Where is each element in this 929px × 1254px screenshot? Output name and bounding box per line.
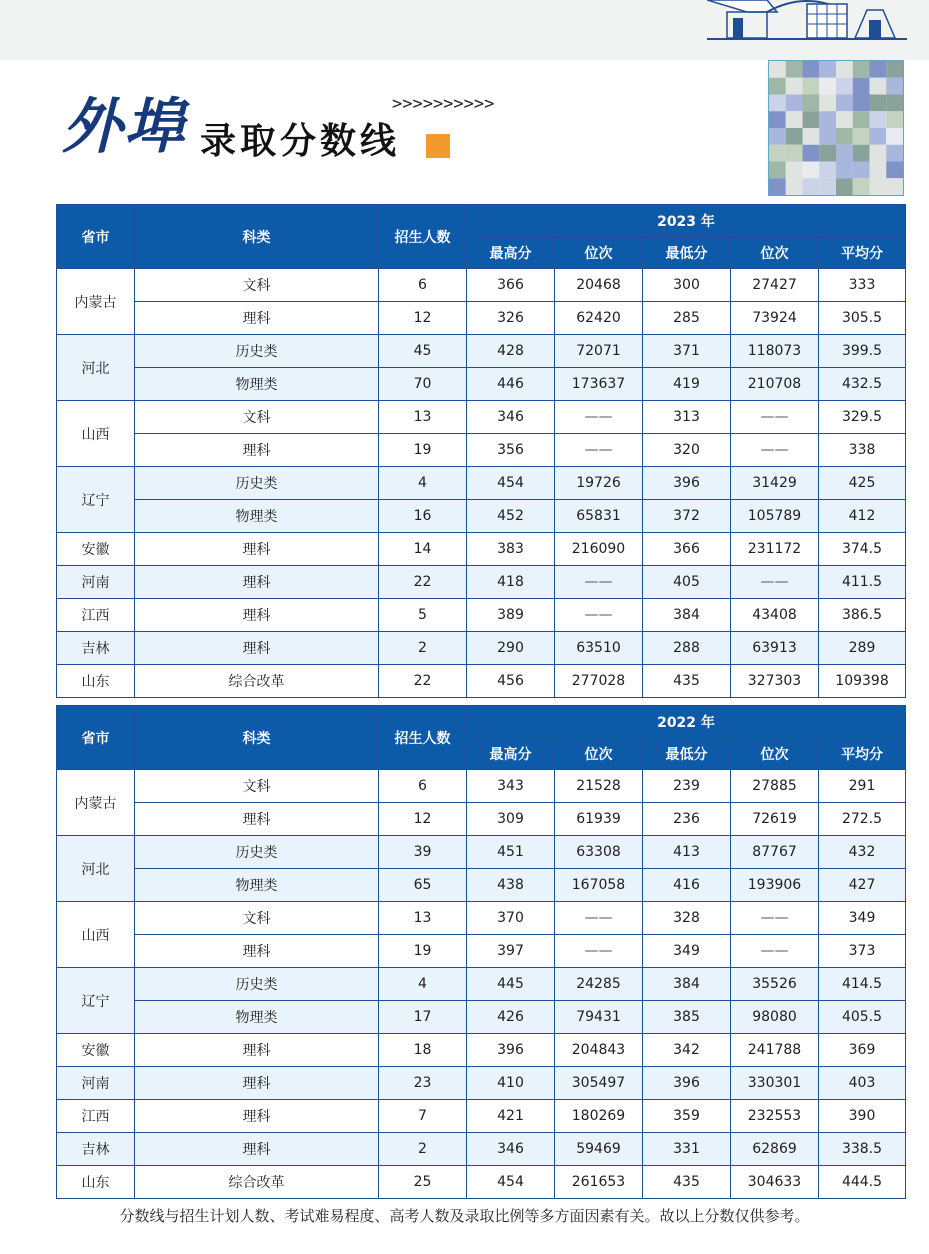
category-cell: 历史类 — [135, 968, 379, 1001]
value-cell: 333 — [819, 269, 906, 302]
orange-square-icon — [426, 134, 450, 158]
header-year: 2023 年 — [467, 205, 906, 237]
value-cell: 403 — [819, 1067, 906, 1100]
value-cell: 356 — [467, 434, 555, 467]
value-cell: 346 — [467, 401, 555, 434]
value-cell: 24285 — [555, 968, 643, 1001]
table-row — [57, 401, 906, 434]
value-cell: 210708 — [731, 368, 819, 401]
table-row — [57, 467, 906, 500]
value-cell: 435 — [643, 665, 731, 698]
category-cell: 文科 — [135, 770, 379, 803]
enrollment-cell: 6 — [379, 770, 467, 803]
value-cell: —— — [731, 434, 819, 467]
value-cell: 343 — [467, 770, 555, 803]
province-cell: 内蒙古 — [57, 770, 135, 836]
value-cell: —— — [555, 566, 643, 599]
value-cell: 61939 — [555, 803, 643, 836]
value-cell: 405.5 — [819, 1001, 906, 1034]
category-cell: 理科 — [135, 434, 379, 467]
value-cell: 232553 — [731, 1100, 819, 1133]
value-cell: 369 — [819, 1034, 906, 1067]
header-col-0: 最高分 — [467, 237, 555, 269]
value-cell: 385 — [643, 1001, 731, 1034]
value-cell: 428 — [467, 335, 555, 368]
enrollment-cell: 2 — [379, 1133, 467, 1166]
value-cell: 63913 — [731, 632, 819, 665]
value-cell: 328 — [643, 902, 731, 935]
value-cell: 20468 — [555, 269, 643, 302]
table-row — [57, 269, 906, 302]
value-cell: 396 — [643, 467, 731, 500]
admission-table-2022 — [56, 705, 906, 1199]
value-cell: 63510 — [555, 632, 643, 665]
value-cell: 384 — [643, 968, 731, 1001]
value-cell: 446 — [467, 368, 555, 401]
value-cell: 21528 — [555, 770, 643, 803]
value-cell: —— — [731, 566, 819, 599]
category-cell: 历史类 — [135, 335, 379, 368]
value-cell: 87767 — [731, 836, 819, 869]
category-cell: 历史类 — [135, 467, 379, 500]
enrollment-cell: 13 — [379, 401, 467, 434]
table-row — [57, 836, 906, 869]
value-cell: 390 — [819, 1100, 906, 1133]
category-cell: 理科 — [135, 935, 379, 968]
value-cell: 43408 — [731, 599, 819, 632]
value-cell: 426 — [467, 1001, 555, 1034]
enrollment-cell: 17 — [379, 1001, 467, 1034]
value-cell: 427 — [819, 869, 906, 902]
value-cell: 290 — [467, 632, 555, 665]
value-cell: 98080 — [731, 1001, 819, 1034]
value-cell: 421 — [467, 1100, 555, 1133]
header-col-4: 平均分 — [819, 237, 906, 269]
table-row — [57, 1001, 906, 1034]
table-row — [57, 566, 906, 599]
value-cell: 239 — [643, 770, 731, 803]
category-cell: 理科 — [135, 1133, 379, 1166]
province-cell: 安徽 — [57, 533, 135, 566]
enrollment-cell: 12 — [379, 302, 467, 335]
table-row — [57, 968, 906, 1001]
value-cell: 63308 — [555, 836, 643, 869]
value-cell: 309 — [467, 803, 555, 836]
value-cell: 285 — [643, 302, 731, 335]
table-row — [57, 902, 906, 935]
value-cell: 399.5 — [819, 335, 906, 368]
value-cell: 27885 — [731, 770, 819, 803]
value-cell: 419 — [643, 368, 731, 401]
category-cell: 文科 — [135, 902, 379, 935]
province-cell: 辽宁 — [57, 467, 135, 533]
category-cell: 理科 — [135, 803, 379, 836]
value-cell: 452 — [467, 500, 555, 533]
value-cell: 72619 — [731, 803, 819, 836]
province-cell: 安徽 — [57, 1034, 135, 1067]
enrollment-cell: 65 — [379, 869, 467, 902]
value-cell: 432 — [819, 836, 906, 869]
value-cell: 372 — [643, 500, 731, 533]
value-cell: 31429 — [731, 467, 819, 500]
value-cell: 118073 — [731, 335, 819, 368]
category-cell: 文科 — [135, 401, 379, 434]
value-cell: 305497 — [555, 1067, 643, 1100]
header-col-1: 位次 — [555, 738, 643, 770]
value-cell: 438 — [467, 869, 555, 902]
value-cell: 27427 — [731, 269, 819, 302]
value-cell: 412 — [819, 500, 906, 533]
table-row — [57, 935, 906, 968]
table-row — [57, 1034, 906, 1067]
value-cell: 366 — [643, 533, 731, 566]
enrollment-cell: 23 — [379, 1067, 467, 1100]
value-cell: 329.5 — [819, 401, 906, 434]
category-cell: 理科 — [135, 566, 379, 599]
enrollment-cell: 4 — [379, 968, 467, 1001]
value-cell: —— — [731, 401, 819, 434]
value-cell: 320 — [643, 434, 731, 467]
province-cell: 河北 — [57, 836, 135, 902]
value-cell: 291 — [819, 770, 906, 803]
value-cell: 411.5 — [819, 566, 906, 599]
header-col-3: 位次 — [731, 738, 819, 770]
category-cell: 综合改革 — [135, 665, 379, 698]
value-cell: 180269 — [555, 1100, 643, 1133]
enrollment-cell: 2 — [379, 632, 467, 665]
value-cell: 261653 — [555, 1166, 643, 1199]
category-cell: 物理类 — [135, 1001, 379, 1034]
value-cell: 216090 — [555, 533, 643, 566]
value-cell: 413 — [643, 836, 731, 869]
header-col-2: 最低分 — [643, 237, 731, 269]
table-row — [57, 302, 906, 335]
value-cell: —— — [731, 902, 819, 935]
table-row — [57, 1100, 906, 1133]
category-cell: 物理类 — [135, 368, 379, 401]
table-row — [57, 1133, 906, 1166]
header-row — [57, 205, 906, 237]
value-cell: 396 — [467, 1034, 555, 1067]
category-cell: 理科 — [135, 1067, 379, 1100]
value-cell: 72071 — [555, 335, 643, 368]
enrollment-cell: 12 — [379, 803, 467, 836]
province-cell: 内蒙古 — [57, 269, 135, 335]
value-cell: 456 — [467, 665, 555, 698]
enrollment-cell: 70 — [379, 368, 467, 401]
category-cell: 理科 — [135, 1034, 379, 1067]
table-row — [57, 869, 906, 902]
province-cell: 山西 — [57, 401, 135, 467]
value-cell: 288 — [643, 632, 731, 665]
category-cell: 综合改革 — [135, 1166, 379, 1199]
value-cell: 370 — [467, 902, 555, 935]
value-cell: 396 — [643, 1067, 731, 1100]
value-cell: 231172 — [731, 533, 819, 566]
campus-building-illustration — [707, 0, 907, 42]
value-cell: 346 — [467, 1133, 555, 1166]
enrollment-cell: 4 — [379, 467, 467, 500]
enrollment-cell: 45 — [379, 335, 467, 368]
value-cell: 300 — [643, 269, 731, 302]
admission-table-2023 — [56, 204, 906, 698]
value-cell: 384 — [643, 599, 731, 632]
value-cell: 432.5 — [819, 368, 906, 401]
value-cell: 62869 — [731, 1133, 819, 1166]
enrollment-cell: 39 — [379, 836, 467, 869]
table-row — [57, 533, 906, 566]
table-row — [57, 803, 906, 836]
value-cell: 73924 — [731, 302, 819, 335]
category-cell: 物理类 — [135, 500, 379, 533]
enrollment-cell: 19 — [379, 434, 467, 467]
value-cell: 167058 — [555, 869, 643, 902]
value-cell: 397 — [467, 935, 555, 968]
value-cell: 193906 — [731, 869, 819, 902]
category-cell: 理科 — [135, 1100, 379, 1133]
value-cell: 327303 — [731, 665, 819, 698]
header-enrollment: 招生人数 — [379, 706, 467, 770]
footnote: 分数线与招生计划人数、考试难易程度、高考人数及录取比例等多方面因素有关。故以上分数仅供参考。 — [119, 1207, 810, 1225]
value-cell: 425 — [819, 467, 906, 500]
province-cell: 河北 — [57, 335, 135, 401]
value-cell: —— — [555, 434, 643, 467]
table-row — [57, 632, 906, 665]
province-cell: 江西 — [57, 599, 135, 632]
value-cell: —— — [555, 935, 643, 968]
enrollment-cell: 18 — [379, 1034, 467, 1067]
table-row — [57, 1166, 906, 1199]
value-cell: 349 — [819, 902, 906, 935]
enrollment-cell: 6 — [379, 269, 467, 302]
header-col-0: 最高分 — [467, 738, 555, 770]
table-row — [57, 335, 906, 368]
value-cell: 359 — [643, 1100, 731, 1133]
title-main: 外埠 — [62, 92, 186, 162]
category-cell: 物理类 — [135, 869, 379, 902]
category-cell: 文科 — [135, 269, 379, 302]
header-col-1: 位次 — [555, 237, 643, 269]
value-cell: 105789 — [731, 500, 819, 533]
value-cell: 289 — [819, 632, 906, 665]
category-cell: 历史类 — [135, 836, 379, 869]
province-cell: 吉林 — [57, 632, 135, 665]
enrollment-cell: 16 — [379, 500, 467, 533]
value-cell: 338 — [819, 434, 906, 467]
value-cell: 330301 — [731, 1067, 819, 1100]
value-cell: 454 — [467, 1166, 555, 1199]
header-enrollment: 招生人数 — [379, 205, 467, 269]
value-cell: 277028 — [555, 665, 643, 698]
value-cell: 59469 — [555, 1133, 643, 1166]
value-cell: 418 — [467, 566, 555, 599]
value-cell: —— — [555, 401, 643, 434]
value-cell: 416 — [643, 869, 731, 902]
header-col-3: 位次 — [731, 237, 819, 269]
header-col-2: 最低分 — [643, 738, 731, 770]
value-cell: 374.5 — [819, 533, 906, 566]
table-row — [57, 500, 906, 533]
category-cell: 理科 — [135, 599, 379, 632]
header-province: 省市 — [57, 706, 135, 770]
value-cell: 373 — [819, 935, 906, 968]
value-cell: 331 — [643, 1133, 731, 1166]
value-cell: 304633 — [731, 1166, 819, 1199]
value-cell: 389 — [467, 599, 555, 632]
enrollment-cell: 14 — [379, 533, 467, 566]
value-cell: 454 — [467, 467, 555, 500]
value-cell: 204843 — [555, 1034, 643, 1067]
value-cell: 62420 — [555, 302, 643, 335]
top-band — [0, 0, 929, 60]
value-cell: 79431 — [555, 1001, 643, 1034]
value-cell: 338.5 — [819, 1133, 906, 1166]
qr-code-icon — [768, 60, 904, 196]
header-year: 2022 年 — [467, 706, 906, 738]
table-row — [57, 434, 906, 467]
value-cell: 445 — [467, 968, 555, 1001]
value-cell: 414.5 — [819, 968, 906, 1001]
value-cell: 371 — [643, 335, 731, 368]
table-row — [57, 665, 906, 698]
value-cell: 349 — [643, 935, 731, 968]
page-title — [62, 88, 542, 178]
enrollment-cell: 22 — [379, 566, 467, 599]
enrollment-cell: 25 — [379, 1166, 467, 1199]
value-cell: 435 — [643, 1166, 731, 1199]
value-cell: 19726 — [555, 467, 643, 500]
table-row — [57, 770, 906, 803]
value-cell: 451 — [467, 836, 555, 869]
province-cell: 吉林 — [57, 1133, 135, 1166]
table-row — [57, 368, 906, 401]
value-cell: 236 — [643, 803, 731, 836]
category-cell: 理科 — [135, 533, 379, 566]
value-cell: 342 — [643, 1034, 731, 1067]
value-cell: 326 — [467, 302, 555, 335]
province-cell: 山东 — [57, 665, 135, 698]
province-cell: 河南 — [57, 1067, 135, 1100]
arrow-decoration: >>>>>>>>>> — [392, 94, 495, 114]
header-category: 科类 — [135, 205, 379, 269]
province-cell: 山西 — [57, 902, 135, 968]
value-cell: —— — [731, 935, 819, 968]
value-cell: 173637 — [555, 368, 643, 401]
category-cell: 理科 — [135, 302, 379, 335]
value-cell: 65831 — [555, 500, 643, 533]
value-cell: 305.5 — [819, 302, 906, 335]
enrollment-cell: 7 — [379, 1100, 467, 1133]
header-province: 省市 — [57, 205, 135, 269]
enrollment-cell: 19 — [379, 935, 467, 968]
header-category: 科类 — [135, 706, 379, 770]
enrollment-cell: 22 — [379, 665, 467, 698]
category-cell: 理科 — [135, 632, 379, 665]
value-cell: 313 — [643, 401, 731, 434]
value-cell: 35526 — [731, 968, 819, 1001]
province-cell: 山东 — [57, 1166, 135, 1199]
enrollment-cell: 5 — [379, 599, 467, 632]
province-cell: 河南 — [57, 566, 135, 599]
header-row — [57, 706, 906, 738]
value-cell: 366 — [467, 269, 555, 302]
province-cell: 辽宁 — [57, 968, 135, 1034]
enrollment-cell: 13 — [379, 902, 467, 935]
title-sub: 录取分数线 — [200, 120, 401, 162]
value-cell: 405 — [643, 566, 731, 599]
value-cell: 444.5 — [819, 1166, 906, 1199]
header-col-4: 平均分 — [819, 738, 906, 770]
province-cell: 江西 — [57, 1100, 135, 1133]
value-cell: 383 — [467, 533, 555, 566]
value-cell: 109398 — [819, 665, 906, 698]
value-cell: —— — [555, 902, 643, 935]
value-cell: 410 — [467, 1067, 555, 1100]
value-cell: 272.5 — [819, 803, 906, 836]
value-cell: 241788 — [731, 1034, 819, 1067]
value-cell: 386.5 — [819, 599, 906, 632]
value-cell: —— — [555, 599, 643, 632]
table-row — [57, 599, 906, 632]
table-row — [57, 1067, 906, 1100]
